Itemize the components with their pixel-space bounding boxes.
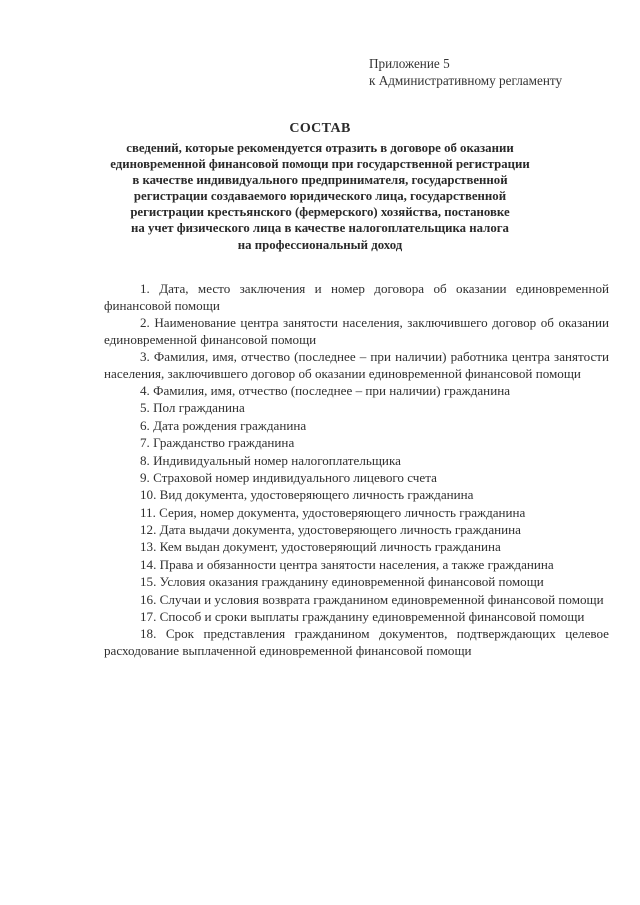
- list-item: 14. Права и обязанности центра занятости населения, а также гражданина: [140, 556, 554, 572]
- list-item: 2. Наименование центра занятости населения, заключившего договор об оказании единовременной финансовой помощи: [104, 314, 609, 347]
- list-item: 3. Фамилия, имя, отчество (последнее – при наличии) работника центра занятости населения, заключившего договор об оказании единовременной финансовой помощи: [104, 348, 609, 381]
- subtitle-line: сведений, которые рекомендуется отразить в договоре об оказании: [126, 141, 514, 155]
- list-item: 17. Способ и сроки выплаты гражданину единовременной финансовой помощи: [140, 609, 585, 625]
- appendix-number: Приложение 5: [369, 56, 450, 71]
- subtitle-line: регистрации крестьянского (фермерского) хозяйства, постановке: [130, 205, 510, 220]
- list-item: 11. Серия, номер документа, удостоверяющего личность гражданина: [140, 504, 526, 520]
- list-item: 6. Дата рождения гражданина: [140, 417, 307, 433]
- list-item: 9. Страховой номер индивидуального лицевого счета: [140, 469, 437, 485]
- list-item: 4. Фамилия, имя, отчество (последнее – при наличии) гражданина: [140, 382, 511, 398]
- subtitle-line: на профессиональный доход: [237, 237, 403, 252]
- list-item: 16. Случаи и условия возврата гражданином единовременной финансовой помощи: [140, 591, 604, 607]
- list-item: 10. Вид документа, удостоверяющего личность гражданина: [140, 487, 474, 503]
- subtitle-line: единовременной финансовой помощи при государственной регистрации: [110, 157, 530, 172]
- list-item: 8. Индивидуальный номер налогоплательщика: [140, 452, 401, 468]
- list-item: 7. Гражданство гражданина: [140, 435, 295, 451]
- appendix-reference: [369, 55, 562, 89]
- subtitle-line: на учет физического лица в качестве налогоплательщика налога: [131, 221, 509, 236]
- list-item: 13. Кем выдан документ, удостоверяющий личность гражданина: [140, 539, 501, 555]
- list-item: 1. Дата, место заключения и номер договора об оказании единовременной финансовой помощи: [104, 281, 609, 313]
- subtitle-line: в качестве индивидуального предпринимателя, государственной: [132, 173, 508, 188]
- list-item: 5. Пол гражданина: [140, 400, 245, 416]
- document-title: СОСТАВ: [289, 121, 351, 136]
- subtitle-line: регистрации создаваемого юридического лица, государственной: [133, 189, 507, 204]
- items-list: [104, 281, 609, 660]
- document-subtitle: [103, 140, 537, 253]
- list-item: 12. Дата выдачи документа, удостоверяющего личность гражданина: [140, 522, 521, 538]
- list-item: 18. Срок представления гражданином документов, подтверждающих целевое расходование выплаченной единовременной финансовой помощи: [104, 626, 609, 659]
- list-item: 15. Условия оказания гражданину единовременной финансовой помощи: [140, 574, 544, 590]
- appendix-regulation: к Административному регламенту: [369, 73, 563, 88]
